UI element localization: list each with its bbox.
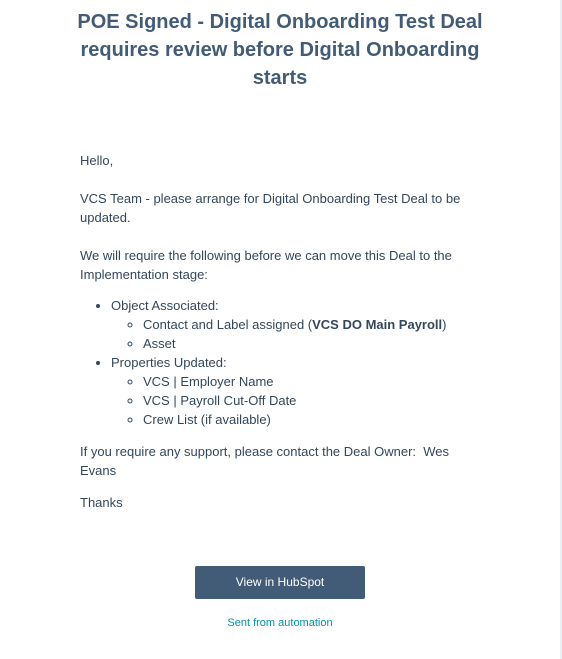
requirement-sub-list [111,315,480,353]
requirement-item-prefix: Contact and Label assigned ( [143,317,313,332]
requirement-sub-list [111,372,480,429]
sent-from-automation-link[interactable]: Sent from automation [227,617,333,629]
support-text [80,442,480,480]
email-body [80,151,480,512]
requirements-list [80,296,480,429]
support-prefix: If you require any support, please contact the Deal Owner: [80,444,417,459]
requirement-group-label: Properties Updated: [111,355,227,370]
requirement-group-properties-updated [111,353,480,429]
email-title: POE Signed - Digital Onboarding Test Deal requires review before Digital Onboarding starts [77,11,483,89]
deal-owner-name: Wes Evans [80,444,450,478]
closing-text: Thanks [80,495,123,510]
requirement-item-suffix: ) [442,317,447,332]
requirement-item-bold-label: VCS DO Main Payroll [312,317,443,332]
greeting-text: Hello, [80,153,114,168]
requirement-intro-text: We will require the following before we can move this Deal to the Implementation stage: [80,248,452,282]
requirement-item-employer-name: ◦ VCS | Employer Name [143,372,480,391]
requirement-item-asset: ◦ Asset [143,334,480,353]
team-request-text: VCS Team - please arrange for Digital Onboarding Test Deal to be updated. [80,191,461,225]
view-in-hubspot-button[interactable]: View in HubSpot [195,566,365,599]
requirement-item-payroll-cutoff: ◦ VCS | Payroll Cut-Off Date [143,391,480,410]
requirement-group-label: Object Associated: [111,298,219,313]
requirement-group-object-associated [111,296,480,353]
requirement-item-crew-list: ◦ Crew List (if available) [143,410,480,429]
requirement-item-contact-label [143,315,480,334]
